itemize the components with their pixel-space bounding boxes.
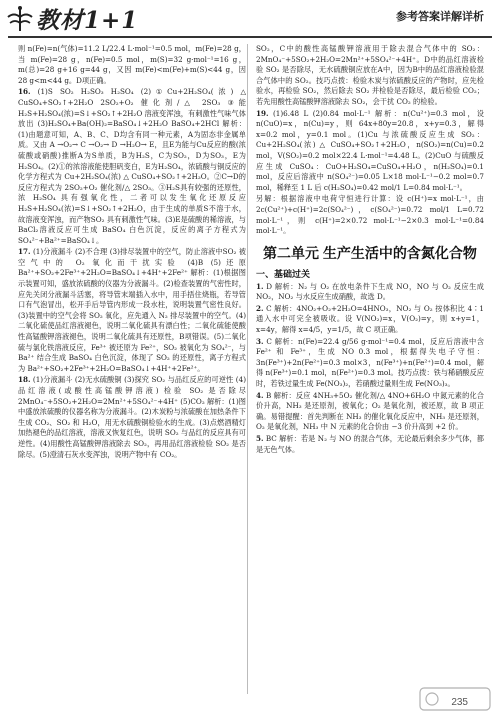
right-bottom-entries <box>256 282 484 456</box>
right-top-entries <box>256 44 484 237</box>
right-column <box>256 44 484 702</box>
left-column <box>18 44 246 702</box>
entry-text: D 解析：N₂ 与 O₂ 在放电条件下生成 NO，NO 与 O₂ 反应生成 NO₂，NO₂ 与水反应生成硝酸，故选 D。 <box>256 281 484 302</box>
section-subtitle: 一、基础过关 <box>256 268 311 279</box>
answer-entry <box>18 247 246 374</box>
answer-entry <box>18 44 246 86</box>
entry-number: 5. <box>256 434 264 443</box>
entry-number: 18. <box>18 375 31 385</box>
entry-number: 19. <box>256 108 269 118</box>
answer-entry <box>256 109 484 194</box>
entry-text: SO₂，C中的酸性高锰酸钾溶液用于除去混合气体中的 SO₂：2MnO₄⁻+5SO₂+2H₂O=2Mn²⁺+5SO₄²⁻+4H⁺。D中的品红溶液检验 SO₂ 是否除尽，无水硫酸铜应放在A中，因为B中的品红溶液检验混合气体中的 SO₂。技巧点拨：检验木炭与浓硫酸反应的产物时，应先检验水，再检验 SO₂，然后除去 SO₂ 并检验是否除尽，最后检验 CO₂；若先用酸性高锰酸钾溶液除去 SO₂，会干扰 CO₂ 的检验。 <box>256 44 484 106</box>
answer-entry <box>18 375 246 460</box>
book-logo-icon <box>6 4 34 34</box>
brand-title: 教材1+1 <box>36 7 139 34</box>
entry-number: 4. <box>256 390 264 400</box>
entry-text: B 解析：反应 4NH₃+5O₂ 催化剂/△ 4NO+6H₂O 中氮元素的化合价升高，NH₃ 是还原剂，被氧化；O₂ 是氧化剂，被还原，故 B 项正确。易错提醒：首先判断在 NH₃ 的催化氧化反应中，NH₃ 是还原剂，O₂ 是氧化剂，NH₃ 中 N 元素的化合价由 −3 价升高到 +2 价。 <box>256 390 484 432</box>
entry-number: 17. <box>18 247 31 257</box>
header-subtitle: 参考答案详解详析 <box>396 11 484 23</box>
watermark-logo-icon <box>418 684 492 714</box>
column-divider <box>247 44 248 694</box>
brand <box>6 2 138 35</box>
answer-entry <box>256 194 484 236</box>
entry-text: C 解析：n(Fe)=22.4 g/56 g·mol⁻¹=0.4 mol，反应后溶液中含 Fe²⁺ 和 Fe³⁺，生成 NO 0.3 mol，根据得失电子守恒：3n(Fe³⁺)+2n(Fe²⁺)=0.3 mol×3，n(Fe³⁺)+n(Fe²⁺)=0.4 mol，解得 n(Fe³⁺)=0.1 mol，n(Fe²⁺)=0.3 mol。技巧点拨：铁与稀硝酸反应时，若铁过量生成 Fe(NO₃)₂，若硝酸过量则生成 Fe(NO₃)₃。 <box>256 336 484 389</box>
entry-text: (1)分液漏斗 (2)无水硫酸铜 (3)探究 SO₂ 与品红反应的可逆性 (4)品红溶液(或酸性高锰酸钾溶液) 检验 SO₂ 是否除尽 2MnO₄⁻+5SO₂+2H₂O=2Mn²⁺+5SO₄²⁻+4H⁺ (5)CO₂ 解析：(1)图中盛放浓硫酸的仪器名称为分液漏斗。(2)木炭粉与浓硫酸在加热条件下生成 CO₂、SO₂ 和 H₂O，用无水硫酸铜检验水的生成。(3)点燃酒精灯加热褪色的品红溶液，溶液又恢复红色，说明 SO₂ 与品红的反应具有可逆性。(4)用酸性高锰酸钾溶液除去 SO₂，再用品红溶液检验 SO₂ 是否除尽。(5)澄清石灰水变浑浊，说明产物中有 CO₂。 <box>18 375 246 459</box>
answer-entry <box>256 434 484 455</box>
section-title: 第二单元 生产生活中的含氮化合物 <box>263 244 477 261</box>
answer-entry <box>18 87 246 246</box>
page-number: 235 <box>451 697 468 708</box>
header-rule <box>8 36 492 38</box>
answer-entry <box>256 391 484 433</box>
answer-entry <box>256 282 484 303</box>
entry-text: (1)分液漏斗 (2)不合理 (3)排尽装置中的空气，防止溶液中SO₂ 被空气中的 O₂ 氧化而干扰实验 (4)B (5)还原 Ba²⁺+SO₂+2Fe³⁺+2H₂O=BaSO₄↓+4H⁺+2Fe²⁺ 解析：(1)根据图示装置可知，盛放浓硫酸的仪器为分液漏斗。(2)检查装置的气密性时，应先关闭分液漏斗活塞，将导管末端插入水中，用手捂住烧瓶，若导管口有气泡冒出，松开手后导管内形成一段水柱，说明装置气密性良好。(3)装置中的空气会将 SO₂ 氧化，应先通入 N₂ 排尽装置中的空气。(4)二氧化硫使品红溶液褪色，说明二氧化硫具有漂白性；二氧化硫能使酸性高锰酸钾溶液褪色，说明二氧化硫具有还原性，B项错误。(5)二氧化硫与氯化铁溶液反应，Fe³⁺ 被还原为 Fe²⁺，SO₂ 被氧化为 SO₄²⁻，与 Ba²⁺ 结合生成 BaSO₄ 白色沉淀，体现了 SO₂ 的还原性，离子方程式为 Ba²⁺+SO₂+2Fe³⁺+2H₂O=BaSO₄↓+4H⁺+2Fe²⁺。 <box>18 247 246 373</box>
entry-number: 1. <box>256 281 264 291</box>
entry-text: C 解析：4NO₂+O₂+2H₂O=4HNO₃，NO₂ 与 O₂ 按体积比 4∶1 通入水中可完全被吸收。设 V(NO₂)=x，V(O₂)=y，则 x+y=1，x=4y，解得 x=4/5，y=1/5，故 C 项正确。 <box>256 303 484 335</box>
page-header <box>0 0 500 40</box>
entry-text: 另解：根据溶液中电荷守恒进行计算：设 c(H⁺)=x mol·L⁻¹，由 2c(Cu²⁺)+c(H⁺)=2c(SO₄²⁻)，c(SO₄²⁻)=0.72 mol/1 L=0.72 mol·L⁻¹，则 c(H⁺)=2×0.72 mol·L⁻¹−2×0.3 mol·L⁻¹=0.84 mol·L⁻¹。 <box>256 194 484 236</box>
entry-number: 16. <box>18 87 31 97</box>
entry-number: 2. <box>256 303 264 313</box>
entry-text: 则 n(Fe)=n(气体)=11.2 L/22.4 L·mol⁻¹=0.5 mol，m(Fe)=28 g，当 m(Fe)=28 g，n(Fe)=0.5 mol，m(S)=32 g·mol⁻¹=16 g，m(总)=28 g+16 g=44 g，又因 m(Fe)<m(Fe)+m(S)<44 g，因 28 g<m<44 g。D项正确。 <box>18 44 246 85</box>
entry-number: 3. <box>256 336 264 346</box>
answer-entry <box>256 337 484 390</box>
entry-text: (1)6.48 L (2)0.84 mol·L⁻¹ 解析：n(Cu²⁺)=0.3 mol，设 n(CuO)=x，n(Cu)=y，则 64x+80y=20.8，x+y=0.3，解得 x=0.2 mol，y=0.1 mol。(1)Cu 与浓硫酸反应生成 SO₂：Cu+2H₂SO₄(浓) △ CuSO₄+SO₂↑+2H₂O，n(SO₂)=n(Cu)=0.2 mol，V(SO₂)=0.2 mol×22.4 L·mol⁻¹=4.48 L。(2)CuO 与硫酸反应生成 CuSO₄：CuO+H₂SO₄=CuSO₄+H₂O，n(H₂SO₄)=0.1 mol，反应后溶液中 n(SO₄²⁻)=0.05 L×18 mol·L⁻¹−0.2 mol=0.7 mol，稀释至 1 L 后 c(H₂SO₄)=0.42 mol/1 L=0.84 mol·L⁻¹。 <box>256 108 484 192</box>
entry-text: BC 解析：若是 N₂ 与 NO 的混合气体，无论最后剩余多少气体，都是无色气体。 <box>256 434 484 454</box>
answer-entry <box>256 304 484 336</box>
answer-entry <box>256 44 484 108</box>
entry-text: (1)S SO₂ H₂SO₃ H₂SO₄ (2)①Cu+2H₂SO₄(浓) △ CuSO₄+SO₂↑+2H₂O 2SO₂+O₂ 催化剂/△ 2SO₃ ③能 H₂S+H₂SO₄(浓)=S↓+SO₂↑+2H₂O 溶液变浑浊，有刺激性气味气体放出 (3)H₂SO₄+Ba(OH)₂=BaSO₄↓+2H₂O BaSO₄+2HCl 解析：(1)由题意可知，A、B、C、D均含有同一种元素，A为固态非金属单质。又由 A →O₂→ C →O₂→ D →H₂O→ E，且E为能与Cu反应的酸(浓硫酸或硝酸)推断A为S单质，B为H₂S，C为SO₂，D为SO₃，E为H₂SO₄。(2)①的浓溶液能使胆矾变白，E为H₂SO₄，浓硫酸与铜反应的化学方程式为 Cu+2H₂SO₄(浓) △ CuSO₄+SO₂↑+2H₂O。②C→D的反应方程式为 2SO₂+O₂ 催化剂/△ 2SO₃。③H₂S具有较强的还原性，浓 H₂SO₄ 具有强氧化性，二者可以发生氧化还原反应 H₂S+H₂SO₄(浓)=S↓+SO₂↑+2H₂O，由于生成的单质S不溶于水，故溶液变浑浊，而产物SO₂ 具有刺激性气味。(3)E是硫酸的稀溶液，与BaCl₂溶液反应可生成 BaSO₄ 白色沉淀，反应的离子方程式为 SO₄²⁻+Ba²⁺=BaSO₄↓。 <box>18 87 246 245</box>
